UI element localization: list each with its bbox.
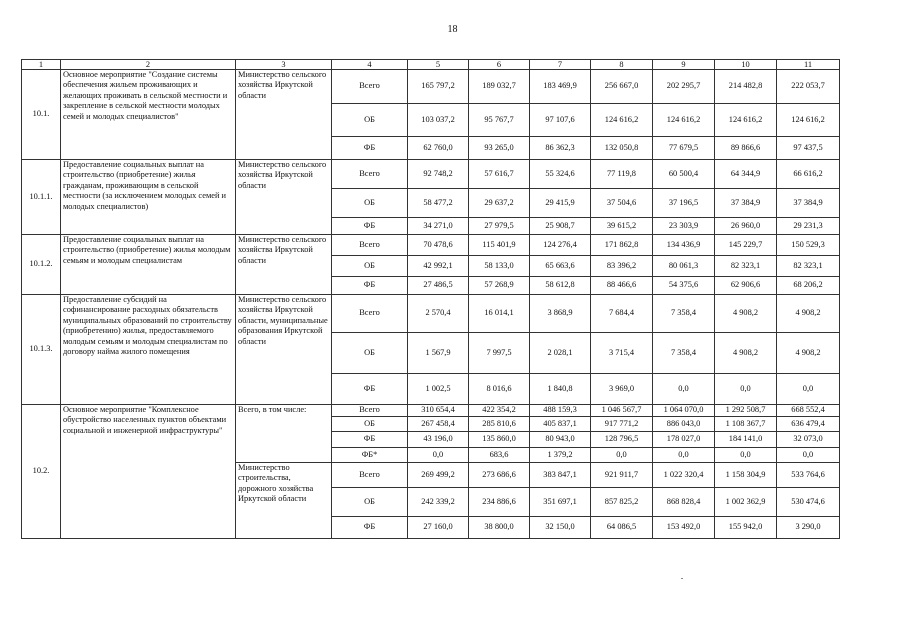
amount-cell: 7 358,4: [653, 295, 715, 333]
budget-table: [21, 59, 840, 539]
amount-cell: 27 486,5: [408, 277, 469, 295]
scan-speck: [681, 578, 683, 579]
amount-cell: 857 825,2: [591, 488, 653, 517]
amount-cell: 636 479,4: [777, 417, 840, 432]
amount-cell: 124 616,2: [653, 104, 715, 137]
amount-cell: 1 840,8: [530, 374, 591, 405]
amount-cell: 256 667,0: [591, 70, 653, 104]
amount-cell: 4 908,2: [777, 295, 840, 333]
amount-cell: 68 206,2: [777, 277, 840, 295]
amount-cell: 533 764,6: [777, 463, 840, 488]
amount-cell: 668 552,4: [777, 405, 840, 417]
amount-cell: 153 492,0: [653, 517, 715, 539]
amount-cell: 2 570,4: [408, 295, 469, 333]
amount-cell: 77 119,8: [591, 160, 653, 189]
amount-cell: 77 679,5: [653, 137, 715, 160]
funding-source: ФБ: [332, 374, 408, 405]
amount-cell: 1 292 508,7: [715, 405, 777, 417]
amount-cell: 70 478,6: [408, 235, 469, 256]
table-row: [22, 70, 840, 104]
amount-cell: 37 196,5: [653, 189, 715, 218]
amount-cell: 29 637,2: [469, 189, 530, 218]
header-cell: 11: [777, 60, 840, 70]
header-cell: 3: [236, 60, 332, 70]
amount-cell: 57 268,9: [469, 277, 530, 295]
amount-cell: 155 942,0: [715, 517, 777, 539]
item-code: 10.1.2.: [22, 235, 61, 295]
item-description: Предоставление социальных выплат на строительство (приобретение) жилья молодым семьям и молодым специалистам: [61, 235, 236, 295]
amount-cell: 115 401,9: [469, 235, 530, 256]
amount-cell: 25 908,7: [530, 218, 591, 235]
item-code: 10.2.: [22, 405, 61, 539]
amount-cell: 202 295,7: [653, 70, 715, 104]
amount-cell: 214 482,8: [715, 70, 777, 104]
amount-cell: 58 612,8: [530, 277, 591, 295]
responsible-executor: Всего, в том числе:: [236, 405, 332, 463]
amount-cell: 269 499,2: [408, 463, 469, 488]
amount-cell: 1 022 320,4: [653, 463, 715, 488]
amount-cell: 64 344,9: [715, 160, 777, 189]
item-code: 10.1.1.: [22, 160, 61, 235]
amount-cell: 135 860,0: [469, 432, 530, 448]
amount-cell: 7 358,4: [653, 333, 715, 374]
amount-cell: 886 043,0: [653, 417, 715, 432]
funding-source: ФБ: [332, 432, 408, 448]
funding-source: ФБ: [332, 137, 408, 160]
amount-cell: 178 027,0: [653, 432, 715, 448]
amount-cell: 97 107,6: [530, 104, 591, 137]
item-description: Предоставление субсидий на софинансирование расходных обязательств муниципальных образований по строительству (приобретению) жилья, предоставляемого молодым семьям и молодым специалистам по договору найма жилого помещения: [61, 295, 236, 405]
amount-cell: 32 073,0: [777, 432, 840, 448]
amount-cell: 405 837,1: [530, 417, 591, 432]
amount-cell: 189 032,7: [469, 70, 530, 104]
amount-cell: 383 847,1: [530, 463, 591, 488]
responsible-executor: Министерство сельского хозяйства Иркутской области: [236, 70, 332, 160]
amount-cell: 868 828,4: [653, 488, 715, 517]
amount-cell: 128 796,5: [591, 432, 653, 448]
amount-cell: 683,6: [469, 448, 530, 463]
amount-cell: 222 053,7: [777, 70, 840, 104]
amount-cell: 57 616,7: [469, 160, 530, 189]
amount-cell: 65 663,6: [530, 256, 591, 277]
funding-source: Всего: [332, 235, 408, 256]
amount-cell: 132 050,8: [591, 137, 653, 160]
item-code: 10.1.: [22, 70, 61, 160]
table-row: [22, 160, 840, 189]
amount-cell: 80 943,0: [530, 432, 591, 448]
amount-cell: 184 141,0: [715, 432, 777, 448]
amount-cell: 34 271,0: [408, 218, 469, 235]
amount-cell: 124 616,2: [715, 104, 777, 137]
amount-cell: 29 415,9: [530, 189, 591, 218]
amount-cell: 1 002 362,9: [715, 488, 777, 517]
funding-source: ФБ: [332, 517, 408, 539]
amount-cell: 58 477,2: [408, 189, 469, 218]
amount-cell: 82 323,1: [777, 256, 840, 277]
amount-cell: 234 886,6: [469, 488, 530, 517]
amount-cell: 2 028,1: [530, 333, 591, 374]
amount-cell: 62 760,0: [408, 137, 469, 160]
amount-cell: 39 615,2: [591, 218, 653, 235]
amount-cell: 0,0: [715, 374, 777, 405]
amount-cell: 1 064 070,0: [653, 405, 715, 417]
amount-cell: 16 014,1: [469, 295, 530, 333]
header-cell: 6: [469, 60, 530, 70]
funding-source: ФБ: [332, 218, 408, 235]
amount-cell: 95 767,7: [469, 104, 530, 137]
amount-cell: 1 567,9: [408, 333, 469, 374]
page-number: 18: [447, 24, 458, 35]
amount-cell: 0,0: [591, 448, 653, 463]
amount-cell: 3 715,4: [591, 333, 653, 374]
amount-cell: 1 108 367,7: [715, 417, 777, 432]
responsible-executor: Министерство строительства, дорожного хозяйства Иркутской области: [236, 463, 332, 539]
funding-source: ОБ: [332, 417, 408, 432]
amount-cell: 3 290,0: [777, 517, 840, 539]
amount-cell: 1 379,2: [530, 448, 591, 463]
amount-cell: 0,0: [777, 374, 840, 405]
amount-cell: 37 384,9: [715, 189, 777, 218]
amount-cell: 171 862,8: [591, 235, 653, 256]
amount-cell: 37 504,6: [591, 189, 653, 218]
funding-source: ФБ: [332, 277, 408, 295]
amount-cell: 242 339,2: [408, 488, 469, 517]
amount-cell: 82 323,1: [715, 256, 777, 277]
amount-cell: 42 992,1: [408, 256, 469, 277]
amount-cell: 921 911,7: [591, 463, 653, 488]
amount-cell: 4 908,2: [715, 333, 777, 374]
amount-cell: 145 229,7: [715, 235, 777, 256]
amount-cell: 165 797,2: [408, 70, 469, 104]
item-description: Предоставление социальных выплат на строительство (приобретение) жилья гражданам, проживающим в сельской местности (за исключением молодых семей и молодых специалистов): [61, 160, 236, 235]
amount-cell: 4 908,2: [715, 295, 777, 333]
header-row: [22, 60, 840, 70]
funding-source: Всего: [332, 160, 408, 189]
amount-cell: 64 086,5: [591, 517, 653, 539]
amount-cell: 27 979,5: [469, 218, 530, 235]
amount-cell: 89 866,6: [715, 137, 777, 160]
amount-cell: 103 037,2: [408, 104, 469, 137]
amount-cell: 3 969,0: [591, 374, 653, 405]
header-cell: 9: [653, 60, 715, 70]
amount-cell: 8 016,6: [469, 374, 530, 405]
header-cell: 7: [530, 60, 591, 70]
amount-cell: 66 616,2: [777, 160, 840, 189]
header-cell: 10: [715, 60, 777, 70]
amount-cell: 7 684,4: [591, 295, 653, 333]
amount-cell: 26 960,0: [715, 218, 777, 235]
amount-cell: 150 529,3: [777, 235, 840, 256]
header-cell: 1: [22, 60, 61, 70]
amount-cell: 1 002,5: [408, 374, 469, 405]
amount-cell: 97 437,5: [777, 137, 840, 160]
amount-cell: 0,0: [408, 448, 469, 463]
item-description: Основное мероприятие "Создание системы обеспечения жильем проживающих и желающих проживать в сельской местности и закрепление в сельской местности молодых семей и молодых специалистов": [61, 70, 236, 160]
funding-source: ОБ: [332, 189, 408, 218]
funding-source: ФБ*: [332, 448, 408, 463]
responsible-executor: Министерство сельского хозяйства Иркутской области: [236, 235, 332, 295]
header-cell: 4: [332, 60, 408, 70]
amount-cell: 32 150,0: [530, 517, 591, 539]
amount-cell: 124 616,2: [777, 104, 840, 137]
amount-cell: 488 159,3: [530, 405, 591, 417]
amount-cell: 80 061,3: [653, 256, 715, 277]
amount-cell: 54 375,6: [653, 277, 715, 295]
amount-cell: 1 158 304,9: [715, 463, 777, 488]
amount-cell: 83 396,2: [591, 256, 653, 277]
amount-cell: 0,0: [715, 448, 777, 463]
funding-source: ОБ: [332, 333, 408, 374]
amount-cell: 183 469,9: [530, 70, 591, 104]
amount-cell: 43 196,0: [408, 432, 469, 448]
amount-cell: 0,0: [653, 448, 715, 463]
amount-cell: 530 474,6: [777, 488, 840, 517]
amount-cell: 134 436,9: [653, 235, 715, 256]
responsible-executor: Министерство сельского хозяйства Иркутской области: [236, 160, 332, 235]
amount-cell: 60 500,4: [653, 160, 715, 189]
amount-cell: 124 276,4: [530, 235, 591, 256]
amount-cell: 38 800,0: [469, 517, 530, 539]
table-row: [22, 235, 840, 256]
amount-cell: 62 906,6: [715, 277, 777, 295]
responsible-executor: Министерство сельского хозяйства Иркутской области, муниципальные образования Иркутской области: [236, 295, 332, 405]
table-row: [22, 405, 840, 417]
amount-cell: 7 997,5: [469, 333, 530, 374]
funding-source: ОБ: [332, 256, 408, 277]
funding-source: Всего: [332, 405, 408, 417]
table-row: [22, 295, 840, 333]
amount-cell: 27 160,0: [408, 517, 469, 539]
amount-cell: 58 133,0: [469, 256, 530, 277]
funding-source: Всего: [332, 463, 408, 488]
amount-cell: 29 231,3: [777, 218, 840, 235]
amount-cell: 0,0: [653, 374, 715, 405]
item-code: 10.1.3.: [22, 295, 61, 405]
amount-cell: 310 654,4: [408, 405, 469, 417]
funding-source: ОБ: [332, 488, 408, 517]
funding-source: Всего: [332, 70, 408, 104]
amount-cell: 422 354,2: [469, 405, 530, 417]
amount-cell: 285 810,6: [469, 417, 530, 432]
funding-source: Всего: [332, 295, 408, 333]
amount-cell: 1 046 567,7: [591, 405, 653, 417]
amount-cell: 37 384,9: [777, 189, 840, 218]
amount-cell: 0,0: [777, 448, 840, 463]
amount-cell: 23 303,9: [653, 218, 715, 235]
amount-cell: 273 686,6: [469, 463, 530, 488]
amount-cell: 88 466,6: [591, 277, 653, 295]
amount-cell: 267 458,4: [408, 417, 469, 432]
amount-cell: 3 868,9: [530, 295, 591, 333]
amount-cell: 55 324,6: [530, 160, 591, 189]
header-cell: 5: [408, 60, 469, 70]
amount-cell: 86 362,3: [530, 137, 591, 160]
header-cell: 8: [591, 60, 653, 70]
amount-cell: 917 771,2: [591, 417, 653, 432]
amount-cell: 4 908,2: [777, 333, 840, 374]
item-description: Основное мероприятие "Комплексное обустройство населенных пунктов объектами социальной и инженерной инфраструктуры": [61, 405, 236, 539]
amount-cell: 351 697,1: [530, 488, 591, 517]
amount-cell: 92 748,2: [408, 160, 469, 189]
amount-cell: 124 616,2: [591, 104, 653, 137]
amount-cell: 93 265,0: [469, 137, 530, 160]
funding-source: ОБ: [332, 104, 408, 137]
header-cell: 2: [61, 60, 236, 70]
